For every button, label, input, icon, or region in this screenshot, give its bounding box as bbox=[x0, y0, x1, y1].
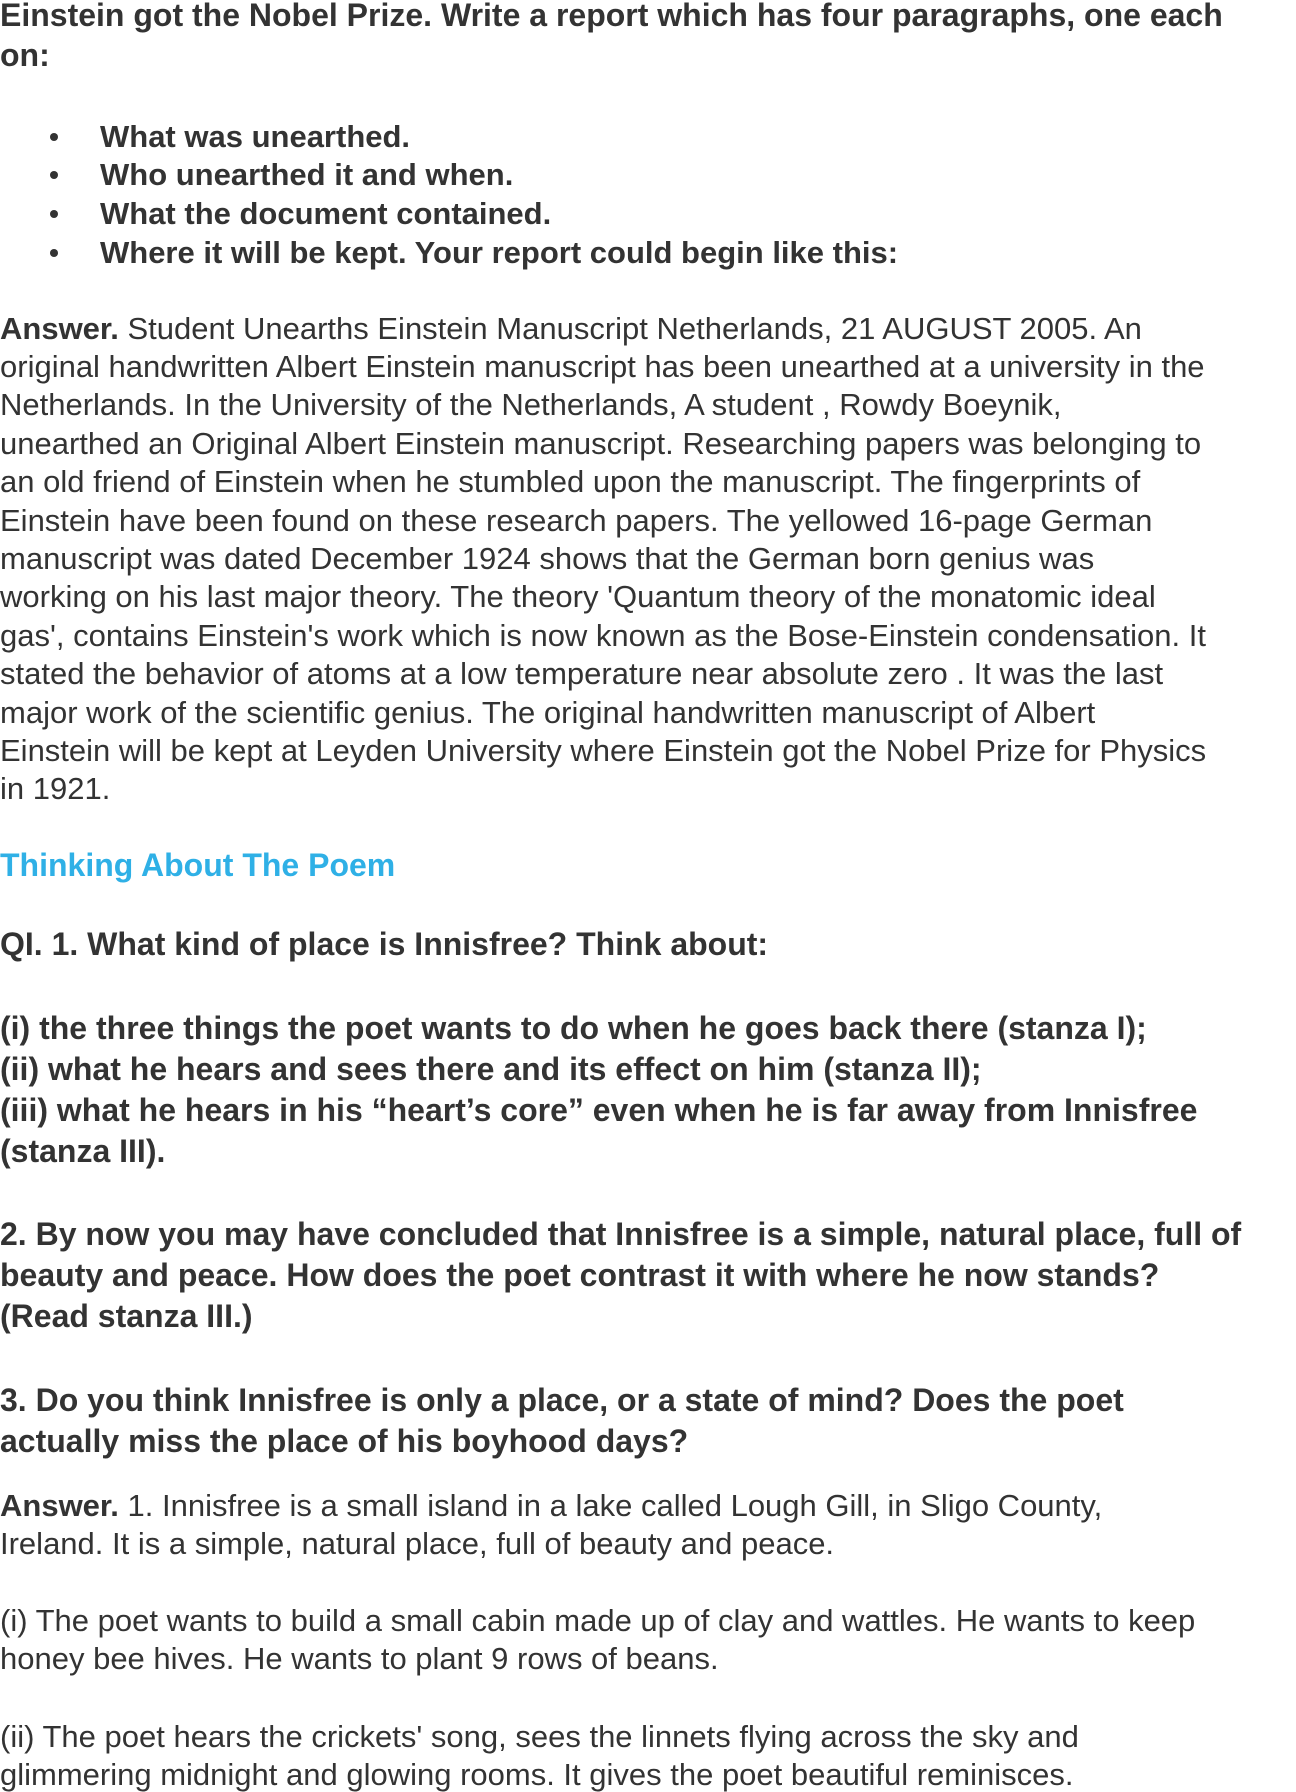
answer-line bbox=[0, 1487, 1103, 1523]
answer-label: Answer. bbox=[0, 310, 119, 346]
answer-line: major work of the scientific genius. The original handwritten manuscript of Albert bbox=[0, 694, 1096, 730]
question-line: (ii) what he hears and sees there and its effect on him (stanza II); bbox=[0, 1050, 982, 1087]
section-heading: Thinking About The Poem bbox=[0, 846, 396, 883]
question-line: (iii) what he hears in his “heart’s core” even when he is far away from Innisfree bbox=[0, 1091, 1198, 1128]
answer-line: unearthed an Original Albert Einstein manuscript. Researching papers was belonging to bbox=[0, 425, 1202, 461]
prompt-line: Einstein got the Nobel Prize. Write a report which has four paragraphs, one each bbox=[0, 0, 1223, 33]
prompt-line: on: bbox=[0, 36, 50, 73]
bullet-item: What was unearthed. bbox=[100, 118, 411, 154]
answer-text: Student Unearths Einstein Manuscript Netherlands, 21 AUGUST 2005. An bbox=[118, 310, 1142, 346]
bullet-icon bbox=[50, 133, 58, 141]
answer-line: honey bee hives. He wants to plant 9 rows of beans. bbox=[0, 1640, 719, 1676]
answer-line: (ii) The poet hears the crickets' song, sees the linnets flying across the sky and bbox=[0, 1718, 1079, 1754]
question-line: beauty and peace. How does the poet contrast it with where he now stands? bbox=[0, 1256, 1160, 1293]
answer-line: an old friend of Einstein when he stumbled upon the manuscript. The fingerprints of bbox=[0, 464, 1141, 500]
bullet-icon bbox=[50, 249, 58, 257]
answer-line: in 1921. bbox=[0, 771, 111, 807]
answer-line: glimmering midnight and glowing rooms. It gives the poet beautiful reminisces. bbox=[0, 1756, 1074, 1792]
answer-line: manuscript was dated December 1924 shows that the German born genius was bbox=[0, 541, 1095, 577]
answer-line: working on his last major theory. The theory 'Quantum theory of the monatomic ideal bbox=[0, 579, 1156, 615]
question-line: actually miss the place of his boyhood days? bbox=[0, 1422, 689, 1459]
answer-line: gas', contains Einstein's work which is now known as the Bose-Einstein condensation. It bbox=[0, 617, 1206, 653]
bullet-icon bbox=[50, 210, 58, 218]
bullet-icon bbox=[50, 171, 58, 179]
bullet-item: What the document contained. bbox=[100, 195, 552, 231]
question-line: (Read stanza III.) bbox=[0, 1297, 253, 1334]
question-line: (i) the three things the poet wants to do when he goes back there (stanza I); bbox=[0, 1009, 1147, 1046]
answer-line: Netherlands. In the University of the Netherlands, A student , Rowdy Boeynik, bbox=[0, 387, 1062, 423]
question-line: (stanza III). bbox=[0, 1132, 166, 1169]
answer-label: Answer. bbox=[0, 1487, 119, 1523]
question-line: QI. 1. What kind of place is Innisfree? Think about: bbox=[0, 925, 769, 962]
answer-line: original handwritten Albert Einstein manuscript has been unearthed at a university in the bbox=[0, 349, 1205, 385]
bullet-item: Who unearthed it and when. bbox=[100, 156, 514, 192]
bullet-item: Where it will be kept. Your report could begin like this: bbox=[100, 234, 899, 270]
answer-line: stated the behavior of atoms at a low temperature near absolute zero . It was the last bbox=[0, 656, 1164, 692]
question-line: 2. By now you may have concluded that Innisfree is a simple, natural place, full of bbox=[0, 1215, 1242, 1252]
answer-line: Ireland. It is a simple, natural place, full of beauty and peace. bbox=[0, 1525, 835, 1561]
answer-line: Einstein have been found on these research papers. The yellowed 16-page German bbox=[0, 502, 1153, 538]
answer-line: Einstein will be kept at Leyden University where Einstein got the Nobel Prize for Physics bbox=[0, 733, 1207, 769]
answer-text: 1. Innisfree is a small island in a lake called Lough Gill, in Sligo County, bbox=[118, 1487, 1103, 1523]
answer-line bbox=[0, 310, 1142, 346]
question-line: 3. Do you think Innisfree is only a place, or a state of mind? Does the poet bbox=[0, 1381, 1124, 1418]
answer-line: (i) The poet wants to build a small cabin made up of clay and wattles. He wants to keep bbox=[0, 1602, 1196, 1638]
